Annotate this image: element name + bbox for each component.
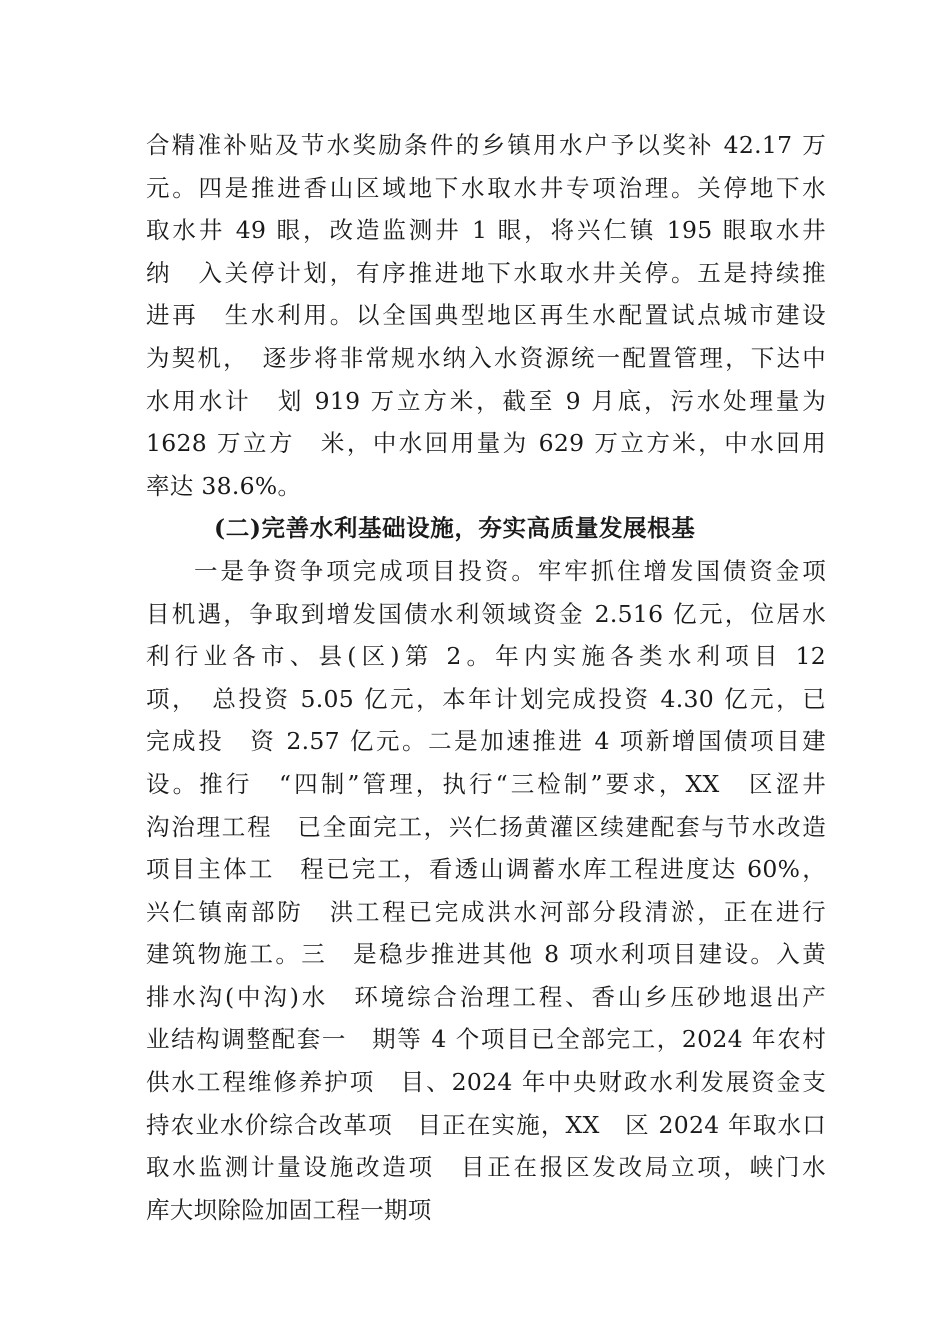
text-line: 纳 入关停计划，有序推进地下水取水井关停。五是持续推 (146, 258, 826, 287)
text-line: 兴仁镇南部防 洪工程已完成洪水河部分段清淤，正在进行 (146, 897, 826, 926)
text-line: 取水井 49 眼，改造监测井 1 眼，将兴仁镇 195 眼取水井 (146, 216, 826, 245)
text-line: 完成投 资 2.57 亿元。二是加速推进 4 项新增国债项目建 (146, 727, 826, 756)
text-line: 率达 38.6%。 (146, 471, 302, 500)
text-line: 元。四是推进香山区域地下水取水井专项治理。关停地下水 (146, 173, 826, 202)
text-line: 1628 万立方 米，中水回用量为 629 万立方米，中水回用 (146, 429, 826, 458)
text-line: 库大坝除险加固工程一期项 (146, 1195, 432, 1224)
text-line: 合精准补贴及节水奖励条件的乡镇用水户予以奖补 42.17 万 (146, 131, 826, 159)
text-line: 项， 总投资 5.05 亿元，本年计划完成投资 4.30 亿元，已 (146, 684, 826, 713)
text-line: 水用水计 划 919 万立方米，截至 9 月底，污水处理量为 (146, 386, 826, 415)
text-line: 业结构调整配套一 期等 4 个项目已全部完工，2024 年农村 (146, 1025, 826, 1054)
text-line: 供水工程维修养护项 目、2024 年中央财政水利发展资金支 (146, 1068, 826, 1097)
text-line: 利行业各市、县(区)第 2。年内实施各类水利项目 12 (146, 642, 826, 671)
text-line: 项目主体工 程已完工，看透山调蓄水库工程进度达 60%， (146, 855, 826, 884)
text-line: 进再 生水利用。以全国典型地区再生水配置试点城市建设 (146, 301, 826, 330)
text-line: 为契机， 逐步将非常规水纳入水资源统一配置管理，下达中 (146, 343, 826, 372)
text-line: 沟治理工程 已全面完工，兴仁扬黄灌区续建配套与节水改造 (146, 812, 826, 841)
text-line: 目机遇，争取到增发国债水利领域资金 2.516 亿元，位居水 (146, 599, 826, 628)
text-line: 设。推行 “四制”管理，执行“三检制”要求，XX 区涩井 (146, 769, 826, 798)
text-line: 持农业水价综合改革项 目正在实施，XX 区 2024 年取水口 (146, 1110, 826, 1139)
document-body (146, 124, 826, 1231)
text-line: 一是争资争项完成项目投资。牢牢抓住增发国债资金项 (194, 556, 826, 585)
section-heading: (二)完善水利基础设施，夯实高质量发展根基 (214, 514, 696, 543)
text-line: 取水监测计量设施改造项 目正在报区发改局立项，峡门水 (146, 1153, 826, 1182)
text-line: 建筑物施工。三 是稳步推进其他 8 项水利项目建设。入黄 (146, 940, 826, 969)
text-line: 排水沟(中沟)水 环境综合治理工程、香山乡压砂地退出产 (146, 982, 826, 1011)
